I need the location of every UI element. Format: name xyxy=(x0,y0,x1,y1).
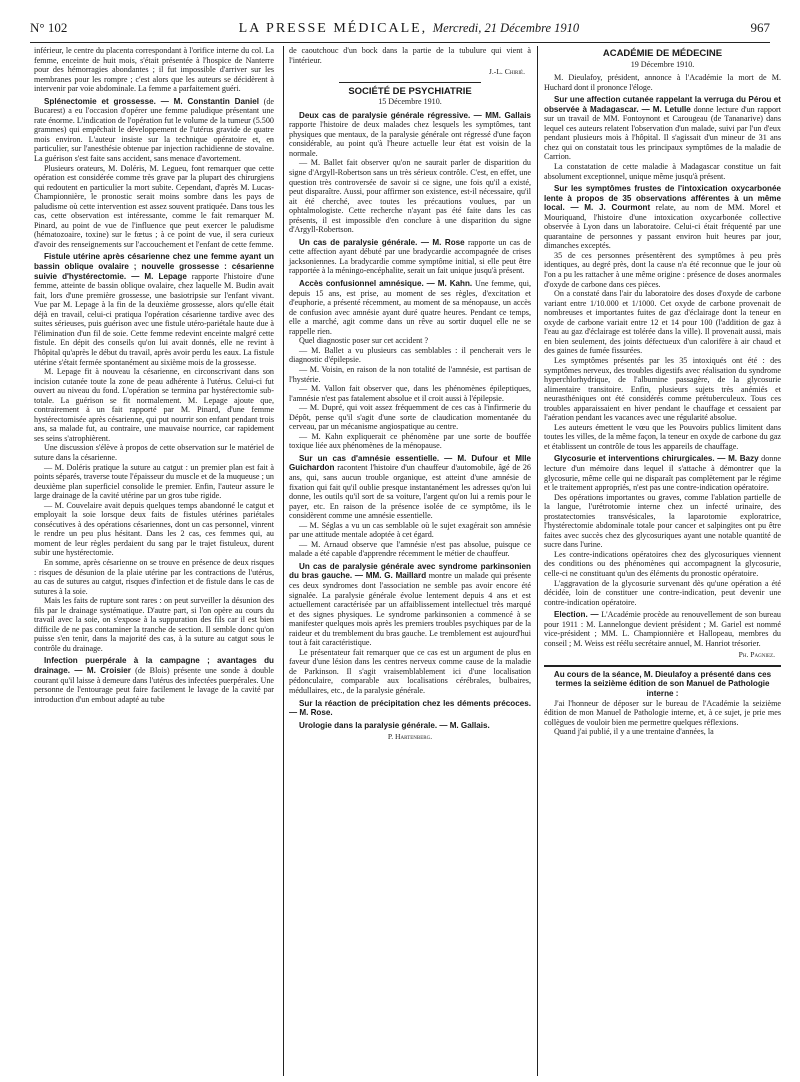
article-heading: Accès confusionnel amnésique. — M. Kahn. xyxy=(299,279,473,289)
article-body: racontent l'histoire d'un chauffeur d'automobile, âgé de 26 ans, qui, sans aucun trouble organique, est atteint d'une amnésie de fixation qui fait qu'il oublie presque instantanément les adresses qu'on lui donne, les outils qu'il sort de sa voiture, l'argent qu'on lui a remis pour le payer, etc. En raison de la présence isolée de ce symptôme, ils le considèrent comme une amnésie essentielle. xyxy=(289,463,531,521)
article-body: L'Académie procède au renouvellement de son bureau pour 1911 : M. Lannelongue devient président ; M. Gariel est nommé vice-président ; MM. L. Championnière et Hallopeau, membres du conseil ; M. Weiss est réélu secrétaire annuel, M. Hanriot trésorier. xyxy=(544,610,781,648)
paragraph: M. Dieulafoy, président, annonce à l'Académie la mort de M. Huchard dont il prononce l'éloge. xyxy=(544,73,781,92)
journal-name: LA PRESSE MÉDICALE, xyxy=(238,21,428,36)
paragraph: — M. Ballet fait observer qu'on ne saurait parler de disparition du signe d'Argyll-Robertson sans un très sérieux contrôle. C'est, en effet, une question très controversée de savoir si ce signe, une fois qu'il a existé, peut disparaître. Aussi, pour affirmer son existence, est-il nécessaire, qu'il ait été cherché, avec toutes les précautions voulues, par un ophtalmologiste. Cette recherche n'ayant pas été faite dans les cas présents, il est impossible d'en conclure à une disparition du signe d'Argyll-Robertson. xyxy=(289,158,531,235)
paragraph: Des opérations importantes ou graves, comme l'ablation partielle de la langue, l'urétrotomie interne chez un infecté urinaire, des prostatectomies transvésicales, la laparotomie exploratrice, l'hystérectomie abdominale totale pour cancer et salpingites ont pu être faites avec succès chez des glycosuriques ayant une notable quantité de sucre dans l'urine. xyxy=(544,492,781,550)
article-body: (de Bucarest) a eu l'occasion d'opérer une femme paludique présentant une rate énorme. L'indication de l'opération fut le volume de la tumeur (5.500 grammes) qui empêchait le développement de l'utérus gravide de quatre mois environ. L'auteur insiste sur la technique opératoire et, en particulier, sur l'anesthésie obtenue par injection rachidienne de stovaïne. La guérison s'est faite sans accident, sans menace d'avortement. xyxy=(34,96,274,164)
column-2 xyxy=(283,46,531,1076)
section-title: ACADÉMIE DE MÉDECINE xyxy=(602,48,723,59)
section-title: SOCIÉTÉ DE PSYCHIATRIE xyxy=(348,85,472,97)
article-heading: Sur la réaction de précipitation chez les déments précoces. — M. Rose. xyxy=(289,698,531,718)
article-heading: Urologie dans la paralysie générale. — M. Gallais. xyxy=(299,720,490,730)
article-body: rapporte un cas de cette affection ayant débuté par une bradycardie accompagnée de crises jacksoniennes. La bradycardie comme symptôme initial, si elle peut être rapportée à la méningo-encéphalite, serait un fait unique jusqu'à présent. xyxy=(289,237,531,276)
paragraph: Quand j'ai publié, il y a une trentaine d'années, la xyxy=(554,727,714,737)
paragraph: Mais les faits de rupture sont rares : on peut surveiller la désunion des fils par le drainage systématique. D'autre part, si l'on opère au cours du travail avec la soie, on s'expose à la suppuration des fils car il est bien difficile de ne pas contaminer la tranche de section. Il semble donc qu'on puisse s'en tenir, dans la majorité des cas, à la suture au catgut sous le contrôle du drainage. xyxy=(34,596,274,653)
divider xyxy=(544,665,781,667)
article xyxy=(544,184,781,251)
article-heading: Un cas de paralysie générale avec syndrome parkinsonien du bras gauche. — MM. G. Maillard xyxy=(289,561,531,581)
article xyxy=(34,252,274,367)
paragraph: de caoutchouc d'un bock dans la partie de la tubulure qui vient à l'intérieur. xyxy=(289,46,531,65)
paragraph: Les auteurs émettent le vœu que les Pouvoirs publics limitent dans toutes les villes, de la même façon, la teneur en oxyde de carbone du gaz et établissent un contrôle de tous les appareils de chauffage. xyxy=(544,422,781,451)
paragraph: L'aggravation de la glycosurie survenant dès qu'une opération a été décidée, loin de constituer une contre-indication, peut devenir une contre-indication opératoire. xyxy=(544,578,781,607)
column-3 xyxy=(537,46,781,1076)
article-heading: Election. — xyxy=(554,610,599,620)
article xyxy=(289,111,531,159)
article xyxy=(289,699,531,718)
article-heading: Sur une affection cutanée rappelant la verruga du Pérou et observée à Madagascar. — M. Letulle xyxy=(544,95,781,114)
article-heading: Sur un cas d'amnésie essentielle. — M. Dufour et Mlle Guichardon xyxy=(289,453,531,473)
paragraph: Les symptômes présentés par les 35 intoxiqués ont été : des symptômes nerveux, des troubles digestifs avec réalisation du syndrome hyperchlorhydrique, de l'albumine passagère, de la glycosurie alimentaire transitoire. Enfin, plusieurs sujets très anémiés et neurasthéniques ont été considérés comme prétuberculeux. Tous ces troubles apparaissaient en hiver pendant le chauffage et cessaient par l'aération pendant les vacances avec une régularité absolue. xyxy=(544,355,781,423)
article xyxy=(34,97,274,164)
journal-title xyxy=(239,21,580,37)
section-date: 15 Décembre 1910. xyxy=(378,97,442,107)
article xyxy=(289,279,531,336)
column-1 xyxy=(34,46,274,1076)
article-body: (de Blois) présente une sonde à double courant qu'il laisse à demeure dans l'utérus des infectées puerpérales. Une personne de l'entourage peut faire facilement le lavage de la cavité par introduction d'un embout adapté au tube xyxy=(34,666,274,704)
article xyxy=(289,238,531,276)
article-body: Une femme, qui, depuis 15 ans, est prise, au moment de ses règles, d'excitation et d'euphorie, a présenté récemment, au moment de sa ménopause, un accès de confusion avec amnésie ayant duré quatre heures. Pendant ce temps, elle a marché, agit comme dans un rêve au sortir duquel elle ne se rappelle rien. xyxy=(289,279,531,336)
section-date: 19 Décembre 1910. xyxy=(630,59,695,69)
article-heading: Splénectomie et grossesse. — M. Constantin Daniel xyxy=(44,96,259,106)
article xyxy=(289,562,531,648)
paragraph: 35 de ces personnes présentèrent des symptômes à peu près identiques, au degré près, dont la cause n'a été reconnue que le jour où l'on a pu les rattacher à une même origine : présence de doses anormales d'oxyde de carbone dans ces pièces. xyxy=(544,250,781,289)
paragraph: — M. Doléris pratique la suture au catgut : un premier plan est fait à points séparés, traverse toute l'épaisseur du muscle et de la muqueuse ; un deuxième plan superficiel consolide le premier. Enfin, l'auteur assure le large drainage de la cavité utérine par un gros tube rigide. xyxy=(34,462,274,501)
article xyxy=(544,95,781,162)
issue-date: Mercredi, 21 Décembre 1910 xyxy=(432,21,580,35)
page-number: 967 xyxy=(750,20,770,35)
paragraph: Quel diagnostic poser sur cet accident ? xyxy=(299,336,429,346)
article-body: montre un malade qui présente ces deux syndromes dont l'association ne semble pas avoir encore été signalée. La paralysie générale évolue lentement depuis 4 ans et est actuellement caractérisée par un affaiblissement intellectuel très marqué et des signes physiques. Le syndrome parkinsonien a commencé à se manifester quelques mois après les premiers troubles psychiques par de la raideur et du tremblement du bras gauche. Le tremblement est aujourd'hui tout à fait caractéristique. xyxy=(289,571,531,648)
article-body: donne lecture d'un mémoire dans lequel il s'attache à démontrer que la glycosurie, même celle qui ne disparaît pas complètement par le régime et le traitement appropriés, n'est pas une contre-indication opératoire. xyxy=(544,454,781,493)
article xyxy=(289,721,531,731)
author-signature: J.-L. Chirié. xyxy=(488,67,525,77)
paragraph: — M. Séglas a vu un cas semblable où le sujet exagérait son amnésie par une attitude mentale adoptée à cet égard. xyxy=(289,520,531,540)
author-signature: Ph. Pagniez. xyxy=(738,650,775,660)
paragraph: — M. Dupré, qui voit assez fréquemment de ces cas à l'infirmerie du Dépôt, pense qu'il s'agit d'une sorte de claudication momentanée du cerveau, par un mécanisme angiospatique au centre. xyxy=(289,403,531,432)
paragraph: La constatation de cette maladie à Madagascar constitue un fait absolument exceptionnel, unique même jusqu'à présent. xyxy=(544,162,781,181)
article-body: donne lecture d'un rapport sur un travail de MM. Fontoynont et Carougeau (de Tananarive) dans lequel ces auteurs relatent l'observation d'un malade, suivi par l'un d'eux pendant plusieurs mois à l'hôpital. Il s'agissait d'un mineur de 31 ans chez qui on constatait tous les principaux symptômes de la maladie de Carrion. xyxy=(544,104,781,162)
article-body: rapporte l'histoire de deux malades chez lesquels les symptômes, tant physiques que mentaux, de la paralysie générale ont régressé d'une façon considérable, au point qu'à l'heure actuelle leur état est voisin de la normale. xyxy=(289,120,531,158)
page-header xyxy=(30,20,770,43)
article-heading: Deux cas de paralysie générale régressive. — MM. Gallais xyxy=(299,110,531,120)
paragraph: — M. Arnaud observe que l'amnésie n'est pas absolue, puisque ce malade a été capable d'apprendre récemment le métier de chauffeur. xyxy=(289,539,531,559)
paragraph: — M. Couvelaire avait depuis quelques temps abandonné le catgut et employait la soie lorsque deux faits de fistules utérines pariétales consécutives à des opérations césariennes, dont un cas personnel, vinrent le rendre un peu plus hésitant. Dans les 2 cas, ces femmes qui, au moment de leur règles perdaient du sang par le trajet fistuleux, durent subir une hystérectomie. xyxy=(34,500,274,558)
article-heading: Sur les symptômes frustes de l'intoxication oxycarbonée lente à propos de 35 observations afférentes à un même local. — M. J. Courmont xyxy=(544,184,781,213)
paragraph: Le présentateur fait remarquer que ce cas est un argument de plus en faveur d'une lésion dans les centres nerveux comme cause de la maladie de Parkinson. Il s'agit vraisemblablement ici d'une localisation pédonculaire, comparable aux localisations cérébrales, bulbaires, médullaires, etc., de la paralysie générale. xyxy=(289,647,531,695)
article-heading: Infection puerpérale à la campagne ; avantages du drainage. — M. Croisier xyxy=(34,656,274,675)
article-body: rapporte l'histoire d'une femme, atteinte de bassin oblique ovalaire, chez laquelle M. Budin avait fait, lors d'une première grossesse, une basiotripsie sur l'enfant vivant. Vue par M. Lepage à la fin de la deuxième grossesse, alors qu'elle était déjà en travail, celui-ci pratiqua l'opération césarienne tardive avec des suites sérieuses, puis guérison avec une fistule utéro-pariétale haute due à l'élimination d'un fil de soie. Cette femme redevint enceinte malgré cette fistule. En dépit des conseils qu'on lui avait donnés, elle ne revint à l'hôpital qu'après le début du travail, après avoir perdu les eaux. La fistule utérine s'était fermée spontanément au sixième mois de la grossesse. xyxy=(34,271,274,367)
article-body: relate, au nom de MM. Morel et Mouriquand, l'histoire d'une intoxication oxycarbonée collective observée à Lyon dans un laboratoire. Celui-ci était fréquenté par une quarantaine de personnes y passant environ huit heures par jour, dimanches exceptés. xyxy=(544,203,781,251)
article xyxy=(544,610,781,648)
article xyxy=(34,656,274,704)
issue-number: N° 102 xyxy=(30,20,68,35)
paragraph: — M. Kahn expliquerait ce phénomène par une sorte de bouffée toxique liée aux phénomènes de la ménopause. xyxy=(289,431,531,451)
paragraph: — M. Vallon fait observer que, dans les phénomènes épileptiques, l'amnésie n'est pas fatalement absolue et il croit aussi à l'épilepsie. xyxy=(289,384,531,403)
paragraph: J'ai l'honneur de déposer sur le bureau de l'Académie la seizième édition de mon Manuel de Pathologie interne, et, à ce sujet, je prie mes collègues de vouloir bien me permettre quelques réflexions. xyxy=(544,698,781,727)
paragraph: Plusieurs orateurs, M. Doléris, M. Legueu, font remarquer que cette opération est considérée comme très grave par la plupart des chirurgiens qui redoutent en particulier la mort subite. Cependant, d'après M. Lucas-Championnière, le pronostic serait moins sombre dans les pays de paludisme où cette intervention est assez souvent pratiquée. Dans tous les cas, cette observation est intéressante, comme le fait remarquer M. Pinard, au point de vue de l'influence que peut exercer le paludisme (hématozoaire, toxine) sur le fœtus ; à ce point de vue, il sera curieux d'avoir des renseignements sur l'accouchement et l'enfant de cette femme. xyxy=(34,163,274,249)
article xyxy=(544,454,781,492)
article-heading: Fistule utérine après césarienne chez une femme ayant un bassin oblique ovalaire ; nouvelle grossesse : césarienne suivie d'hystérectomie. — M. Lepage xyxy=(34,252,274,281)
paragraph: En somme, après césarienne on se trouve en présence de deux risques : risques de désunion de la plaie utérine par les contractions de l'utérus, au cas de sutures au catgut, risques d'infection et de fistule dans le cas de sutures à la soie. xyxy=(34,557,274,596)
paragraph: Une discussion s'élève à propos de cette observation sur le matériel de suture dans la césarienne. xyxy=(34,443,274,462)
paragraph: inférieur, le centre du placenta correspondant à l'orifice interne du col. La femme, enceinte de huit mois, s'était présentée à l'hospice de Nanterre pour des hémorragies abondantes ; il fut impossible d'arriver sur les membranes pour les rompre ; c'est alors que les auteurs se décidèrent à intervenir par voie abdominale. La femme a parfaitement guéri. xyxy=(34,46,274,94)
paragraph: On a constaté dans l'air du laboratoire des doses d'oxyde de carbone variant entre 1/10.000 et 1/1000. Cet oxyde de carbone provenait de nombreuses et importantes fuites de gaz d'éclairage dont la teneur en oxyde de carbone variait entre 12 et 14 pour 100 (l'addition de gaz à l'eau au gaz d'éclairage est tolérée dans la ville). Il provenait aussi, mais en bien seulement, des joints défectueux d'un calorifère à air chaud et des gaines de fumée fissurées. xyxy=(544,289,781,356)
paragraph: — M. Voisin, en raison de la non totalité de l'amnésie, est partisan de l'hystérie. xyxy=(289,364,531,384)
article-heading: Au cours de la séance, M. Dieulafoy a présenté dans ces termes la seizième édition de son Manuel de Pathologie interne : xyxy=(553,669,772,698)
article-heading: Un cas de paralysie générale. — M. Rose xyxy=(299,237,465,247)
paragraph: — M. Ballet a vu plusieurs cas semblables : il pencherait vers le diagnostic d'épilepsie. xyxy=(289,345,531,365)
article-heading: Glycosurie et interventions chirurgicales. — M. Bazy xyxy=(554,454,759,464)
article xyxy=(289,454,531,521)
paragraph: Les contre-indications opératoires chez des glycosuriques viennent des conditions ou des phénomènes qui accompagnent la glycosurie, celle-ci ne constituant qu'un des éléments du pronostic opératoire. xyxy=(544,549,781,578)
paragraph: M. Lepage fit à nouveau la césarienne, en circonscrivant dans son incision cutanée toute la zone de peau adhérente à l'utérus. Celui-ci fut ouvert au niveau du fond. L'opération se termina par hystérectomie sub-totale. La guérison se fit normalement. M. Lepage ajoute que, contrairement à un fait rapporté par M. Pinard, d'une femme hystérectomisée après césarienne, qui put nourrir son enfant pendant trois ans, sa malade fut, au contraire, une mauvaise nourrice, car rapidement ses seins s'atrophièrent. xyxy=(34,367,274,443)
author-signature: P. Hartenberg. xyxy=(387,732,433,742)
divider xyxy=(339,82,481,83)
